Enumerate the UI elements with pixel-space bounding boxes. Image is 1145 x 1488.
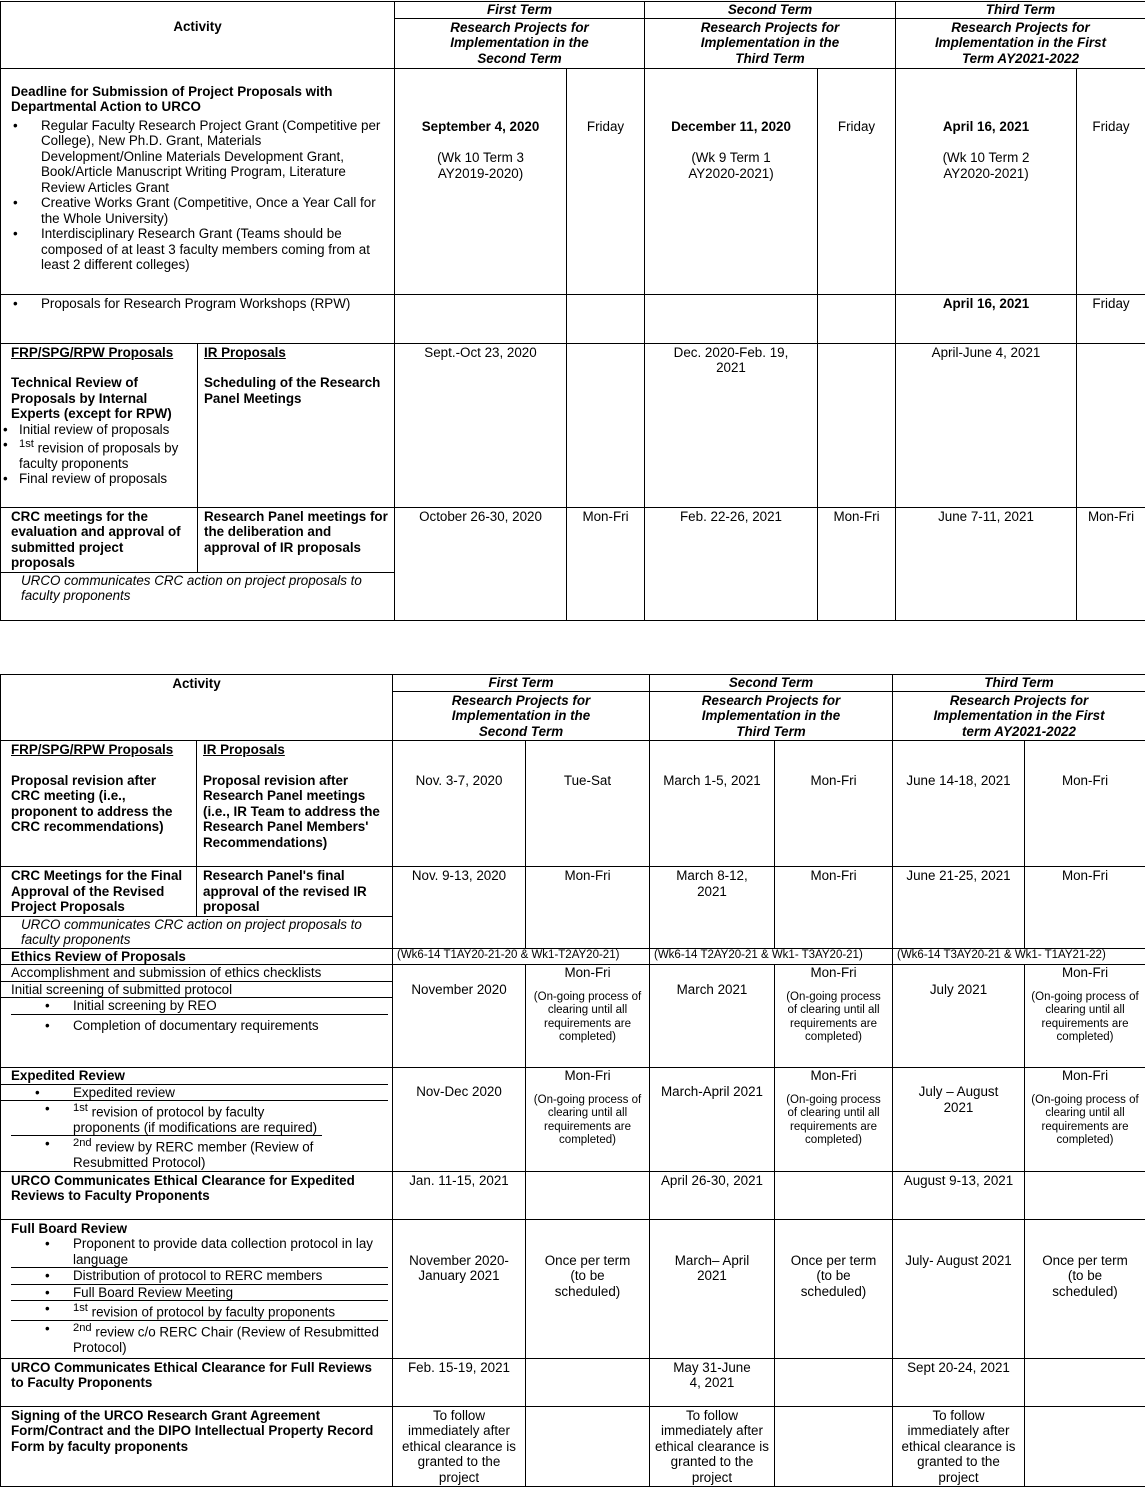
revision-day: Mon-Fri bbox=[775, 741, 893, 867]
once-per-term: Once per term (to be scheduled) bbox=[1025, 1219, 1145, 1358]
crc-date: October 26-30, 2020 bbox=[395, 507, 567, 620]
ir-label: IR Proposals bbox=[204, 344, 286, 360]
revision-date: Nov. 3-7, 2020 bbox=[393, 741, 526, 867]
expedited-month: July – August 2021 bbox=[893, 1068, 1025, 1172]
ir-scheduling-cell bbox=[198, 343, 395, 507]
signing-note: To follow immediately after ethical clearance is granted to the project bbox=[650, 1406, 775, 1487]
final-date: March 8-12, 2021 bbox=[650, 867, 775, 949]
ongoing-day: Mon-Fri bbox=[1061, 965, 1109, 980]
screening-month: November 2020 bbox=[393, 965, 526, 1068]
final-date: Nov. 9-13, 2020 bbox=[393, 867, 526, 949]
fullboard-month: July- August 2021 bbox=[893, 1219, 1025, 1358]
rpw-date: April 16, 2021 bbox=[896, 294, 1077, 343]
frp-label: FRP/SPG/RPW Proposals bbox=[11, 742, 174, 757]
final-day: Mon-Fri bbox=[1025, 867, 1145, 949]
crc-day: Mon-Fri bbox=[818, 507, 896, 620]
ethics-period: (Wk6-14 T3AY20-21 & Wk1- T1AY21-22) bbox=[893, 948, 1145, 965]
revision-date: March 1-5, 2021 bbox=[650, 741, 775, 867]
expedited-item-text: revision of protocol by faculty proponents (if modifications are required) bbox=[73, 1104, 318, 1135]
clearance-full-date: May 31-June 4, 2021 bbox=[650, 1358, 775, 1406]
final-day: Mon-Fri bbox=[775, 867, 893, 949]
fullboard-title: Full Board Review bbox=[11, 1220, 128, 1236]
expedited-cell bbox=[1, 1068, 393, 1172]
technical-review-cell bbox=[1, 343, 198, 507]
expedited-item-text: review by RERC member (Review of Resubmitted Protocol) bbox=[73, 1139, 314, 1171]
clearance-exp-date: Jan. 11-15, 2021 bbox=[393, 1171, 526, 1219]
fullboard-item: • Distribution of protocol to RERC members bbox=[11, 1268, 388, 1285]
first-term-desc: Research Projects for Implementation in the Second Term bbox=[395, 18, 645, 68]
ongoing-day: Mon-Fri bbox=[564, 1068, 611, 1083]
fullboard-cell bbox=[1, 1219, 393, 1358]
screening-ongoing bbox=[526, 965, 650, 1068]
rpw-day: Friday bbox=[1077, 294, 1145, 343]
ongoing-note: (On-going process of clearing until all requirements are completed) bbox=[533, 1093, 642, 1146]
ordinal-suffix: st bbox=[79, 1102, 88, 1114]
review-step: • Initial review of proposals bbox=[3, 422, 187, 438]
signing-note: To follow immediately after ethical clearance is granted to the project bbox=[393, 1406, 526, 1487]
fullboard-item bbox=[11, 1301, 388, 1321]
expedited-item bbox=[11, 1101, 322, 1136]
ongoing-note: (On-going process of clearing until all requirements are completed) bbox=[533, 990, 642, 1043]
screening-item: • Completion of documentary requirements bbox=[11, 1018, 382, 1034]
clearance-exp-date: April 26-30, 2021 bbox=[650, 1171, 775, 1219]
revision-ir: Proposal revision after Research Panel meetings (i.e., IR Team to address the Research Panel Members' Recommendations) bbox=[203, 772, 380, 850]
deadline-note: (Wk 9 Term 1 AY2020-2021) bbox=[688, 150, 774, 181]
ethics-title: Ethics Review of Proposals bbox=[1, 948, 393, 965]
crc-date: June 7-11, 2021 bbox=[896, 507, 1077, 620]
frp-label: FRP/SPG/RPW Proposals bbox=[11, 344, 174, 360]
fullboard-month: November 2020-January 2021 bbox=[393, 1219, 526, 1358]
fullboard-month: March– April 2021 bbox=[650, 1219, 775, 1358]
activity-header: Activity bbox=[1, 675, 393, 741]
panel-final: Research Panel's final approval of the revised IR proposal bbox=[197, 867, 393, 917]
ongoing-day: Mon-Fri bbox=[1061, 1068, 1109, 1083]
clearance-expedited: URCO Communicates Ethical Clearance for Expedited Reviews to Faculty Proponents bbox=[1, 1171, 393, 1219]
deadline-day: Friday bbox=[1077, 68, 1145, 294]
deadline-note: (Wk 10 Term 3 AY2019-2020) bbox=[437, 150, 524, 181]
expedited-ongoing bbox=[1025, 1068, 1145, 1172]
final-date: June 21-25, 2021 bbox=[893, 867, 1025, 949]
ongoing-day: Mon-Fri bbox=[810, 1068, 857, 1083]
review-step: • Final review of proposals bbox=[3, 471, 187, 487]
deadline-third-term bbox=[896, 68, 1077, 294]
ordinal-number: 2 bbox=[73, 1137, 80, 1150]
deadline-day: Friday bbox=[567, 68, 645, 294]
schedule-table-2 bbox=[0, 674, 1145, 1487]
fullboard-item: • Proponent to provide data collection protocol in lay language bbox=[11, 1236, 388, 1268]
expedited-month: March-April 2021 bbox=[650, 1068, 775, 1172]
revision-day: Mon-Fri bbox=[1025, 741, 1145, 867]
tech-date: Dec. 2020-Feb. 19, 2021 bbox=[645, 343, 818, 507]
deadline-date: April 16, 2021 bbox=[942, 118, 1030, 134]
rpw-cell bbox=[1, 294, 395, 343]
ongoing-day: Mon-Fri bbox=[810, 965, 857, 980]
ordinal-number: 1 bbox=[73, 1302, 80, 1315]
clearance-full-date: Feb. 15-19, 2021 bbox=[393, 1358, 526, 1406]
ordinal-suffix: nd bbox=[79, 1322, 92, 1335]
schedule-table-1 bbox=[0, 1, 1145, 621]
ongoing-note: (On-going process of clearing until all requirements are completed) bbox=[786, 1093, 881, 1146]
expedited-month: Nov-Dec 2020 bbox=[393, 1068, 526, 1172]
second-term-desc: Research Projects for Implementation in the Third Term bbox=[650, 691, 893, 741]
technical-review-list bbox=[3, 422, 187, 487]
crc-date: Feb. 22-26, 2021 bbox=[645, 507, 818, 620]
grant-item: • Creative Works Grant (Competitive, Once a Year Call for the Whole University) bbox=[11, 195, 384, 226]
expedited-item: • Expedited review bbox=[1, 1084, 388, 1102]
once-per-term: Once per term (to be scheduled) bbox=[526, 1219, 650, 1358]
expedited-ongoing bbox=[775, 1068, 893, 1172]
revision-frp-cell bbox=[1, 741, 197, 867]
revision-frp: Proposal revision after CRC meeting (i.e., proponent to address the CRC recommendations) bbox=[11, 772, 173, 834]
signing: Signing of the URCO Research Grant Agreement Form/Contract and the DIPO Intellectual Property Record Form by faculty proponents bbox=[1, 1406, 393, 1487]
ongoing-note: (On-going process of clearing until all requirements are completed) bbox=[1031, 990, 1139, 1043]
crc-note: URCO communicates CRC action on project proposals to faculty proponents bbox=[1, 572, 395, 620]
ordinal-number: 2 bbox=[73, 1322, 80, 1335]
screening-month: July 2021 bbox=[893, 965, 1025, 1068]
deadline-cell bbox=[1, 68, 395, 294]
ordinal-suffix: st bbox=[79, 1302, 88, 1315]
final-day: Mon-Fri bbox=[526, 867, 650, 949]
clearance-exp-date: August 9-13, 2021 bbox=[893, 1171, 1025, 1219]
revision-day: Tue-Sat bbox=[526, 741, 650, 867]
revision-date: June 14-18, 2021 bbox=[893, 741, 1025, 867]
screening-item: • Initial screening by REO bbox=[11, 998, 388, 1015]
first-term-header: First Term bbox=[395, 2, 645, 19]
second-term-header: Second Term bbox=[650, 675, 893, 692]
crc-note: URCO communicates CRC action on project proposals to faculty proponents bbox=[1, 916, 393, 948]
scheduling-panel: Scheduling of the Research Panel Meetings bbox=[204, 375, 381, 406]
second-term-desc: Research Projects for Implementation in the Third Term bbox=[645, 18, 896, 68]
screening-cell bbox=[1, 998, 393, 1068]
crc-day: Mon-Fri bbox=[1077, 507, 1145, 620]
crc-final: CRC Meetings for the Final Approval of the Revised Project Proposals bbox=[1, 867, 197, 917]
review-step-text: revision of proposals by faculty proponents bbox=[19, 440, 179, 471]
ongoing-day: Mon-Fri bbox=[564, 965, 611, 980]
ir-label: IR Proposals bbox=[203, 742, 285, 757]
clearance-full: URCO Communicates Ethical Clearance for Full Reviews to Faculty Proponents bbox=[1, 1358, 393, 1406]
ordinal-number: 1 bbox=[19, 438, 26, 450]
second-term-header: Second Term bbox=[645, 2, 896, 19]
third-term-header: Third Term bbox=[896, 2, 1145, 19]
crc-day: Mon-Fri bbox=[567, 507, 645, 620]
revision-ir-cell bbox=[197, 741, 393, 867]
deadline-day: Friday bbox=[818, 68, 896, 294]
deadline-note: (Wk 10 Term 2 AY2020-2021) bbox=[942, 150, 1030, 181]
activity-header: Activity bbox=[1, 2, 395, 69]
screening-ongoing bbox=[1025, 965, 1145, 1068]
tech-date: April-June 4, 2021 bbox=[896, 343, 1077, 507]
third-term-desc: Research Projects for Implementation in the First term AY2021-2022 bbox=[893, 691, 1145, 741]
ordinal-number: 1 bbox=[73, 1102, 80, 1114]
deadline-title: Deadline for Submission of Project Proposals with Departmental Action to URCO bbox=[11, 83, 333, 114]
expedited-ongoing bbox=[526, 1068, 650, 1172]
clearance-full-date: Sept 20-24, 2021 bbox=[893, 1358, 1025, 1406]
deadline-date: December 11, 2020 bbox=[671, 118, 791, 134]
fullboard-item-text: review c/o RERC Chair (Review of Resubmitted Protocol) bbox=[73, 1324, 379, 1356]
deadline-second-term bbox=[645, 68, 818, 294]
fullboard-item bbox=[11, 1321, 382, 1355]
ordinal-suffix: st bbox=[25, 438, 34, 450]
checklist: Accomplishment and submission of ethics checklists bbox=[1, 965, 393, 982]
grant-item: • Interdisciplinary Research Grant (Teams should be composed of at least 3 faculty members coming from at least 2 different colleges) bbox=[11, 226, 384, 273]
review-step bbox=[3, 437, 187, 471]
grant-item: • Regular Faculty Research Project Grant (Competitive per College), New Ph.D. Grant, Materials Development/Online Materials Development Grant, Book/Article Manuscript Writing Program, Literature Review Articles Grant bbox=[11, 118, 384, 196]
panel-meetings: Research Panel meetings for the deliberation and approval of IR proposals bbox=[198, 507, 395, 572]
once-per-term: Once per term (to be scheduled) bbox=[775, 1219, 893, 1358]
technical-review-title: Technical Review of Proposals by Internal Experts (except for RPW) bbox=[11, 375, 172, 421]
expedited-item bbox=[11, 1136, 382, 1170]
crc-meetings: CRC meetings for the evaluation and approval of submitted project proposals bbox=[1, 507, 198, 572]
signing-note: To follow immediately after ethical clearance is granted to the project bbox=[893, 1406, 1025, 1487]
first-term-header: First Term bbox=[393, 675, 650, 692]
initial-screening: Initial screening of submitted protocol bbox=[1, 981, 393, 998]
ethics-period: (Wk6-14 T1AY20-21-20 & Wk1-T2AY20-21) bbox=[393, 948, 650, 965]
tech-date: Sept.-Oct 23, 2020 bbox=[395, 343, 567, 507]
ongoing-note: (On-going process of clearing until all requirements are completed) bbox=[786, 990, 881, 1043]
ongoing-note: (On-going process of clearing until all requirements are completed) bbox=[1031, 1093, 1139, 1146]
screening-month: March 2021 bbox=[650, 965, 775, 1068]
rpw-item: • Proposals for Research Program Workshops (RPW) bbox=[11, 296, 384, 312]
ordinal-suffix: nd bbox=[79, 1137, 92, 1150]
ethics-period: (Wk6-14 T2AY20-21 & Wk1- T3AY20-21) bbox=[650, 948, 893, 965]
grant-list bbox=[11, 118, 384, 273]
deadline-date: September 4, 2020 bbox=[421, 118, 540, 134]
deadline-first-term bbox=[395, 68, 567, 294]
expedited-title: Expedited Review bbox=[11, 1068, 125, 1083]
third-term-desc: Research Projects for Implementation in the First Term AY2021-2022 bbox=[896, 18, 1145, 68]
fullboard-item: • Full Board Review Meeting bbox=[11, 1285, 388, 1302]
screening-ongoing bbox=[775, 965, 893, 1068]
third-term-header: Third Term bbox=[893, 675, 1145, 692]
first-term-desc: Research Projects for Implementation in the Second Term bbox=[393, 691, 650, 741]
fullboard-item-text: revision of protocol by faculty proponents bbox=[91, 1304, 336, 1320]
